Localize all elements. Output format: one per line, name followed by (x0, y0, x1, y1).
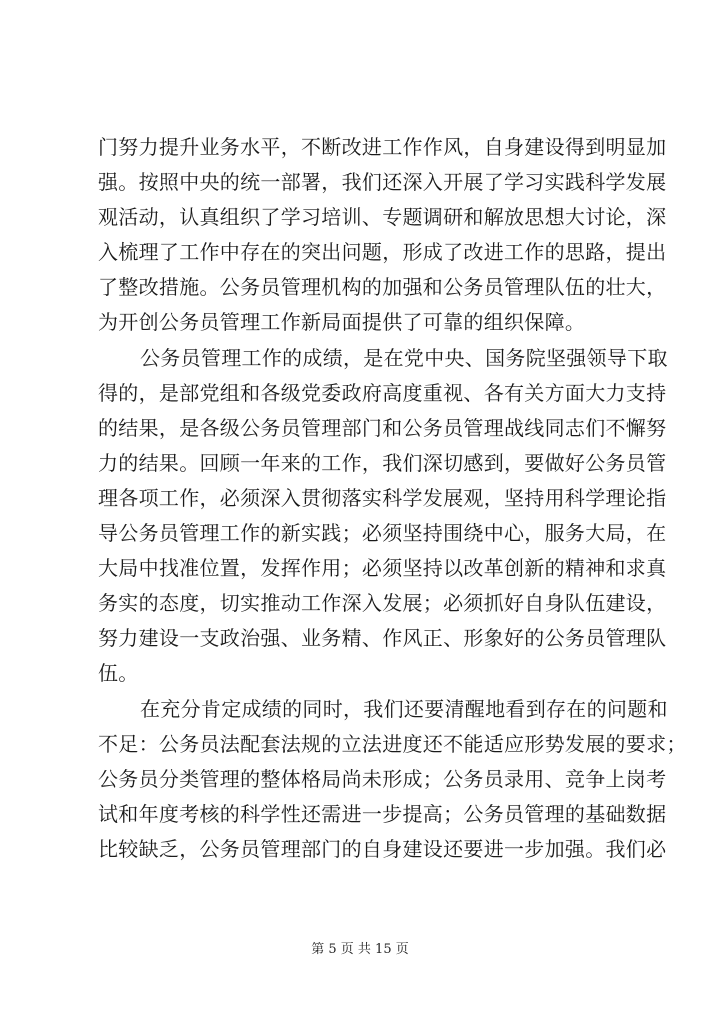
document-body (98, 130, 687, 867)
text-line: 在充分肯定成绩的同时，我们还要清醒地看到存在的问题和 (140, 696, 668, 721)
text-line: 门努力提升业务水平，不断改进工作作风，自身建设得到明显加 (98, 135, 667, 159)
text-line: 理各项工作，必须深入贯彻落实科学发展观，坚持用科学理论指 (98, 485, 667, 510)
text-line: 比较缺乏，公务员管理部门的自身建设还要进一步加强。我们必 (98, 836, 667, 861)
text-line: 的结果，是各级公务员管理部门和公务员管理战线同志们不懈努 (98, 415, 667, 440)
text-line: 为开创公务员管理工作新局面提供了可靠的组织保障。 (98, 310, 586, 335)
text-line: 努力建设一支政治强、业务精、作风正、形象好的公务员管理队 (98, 626, 667, 651)
text-line: 强。按照中央的统一部署，我们还深入开展了学习实践科学发展 (98, 170, 667, 195)
text-line: 得的，是部党组和各级党委政府高度重视、各有关方面大力支持 (98, 380, 667, 405)
page-footer: 第 5 页 共 15 页 (311, 942, 409, 957)
text-line: 不足：公务员法配套法规的立法进度还不能适应形势发展的要求； (98, 731, 687, 756)
text-line: 力的结果。回顾一年来的工作，我们深切感到，要做好公务员管 (98, 450, 667, 475)
text-line: 务实的态度，切实推动工作深入发展；必须抓好自身队伍建设， (98, 591, 667, 616)
text-line: 伍。 (98, 661, 139, 686)
text-line: 观活动，认真组织了学习培训、专题调研和解放思想大讨论，深 (98, 205, 667, 230)
text-line: 了整改措施。公务员管理机构的加强和公务员管理队伍的壮大， (98, 275, 667, 300)
text-line: 公务员分类管理的整体格局尚未形成；公务员录用、竞争上岗考 (98, 766, 667, 791)
text-line: 试和年度考核的科学性还需进一步提高；公务员管理的基础数据 (98, 801, 667, 826)
text-line: 大局中找准位置，发挥作用；必须坚持以改革创新的精神和求真 (98, 556, 667, 581)
text-line: 公务员管理工作的成绩，是在党中央、国务院坚强领导下取 (140, 345, 668, 370)
text-line: 入梳理了工作中存在的突出问题，形成了改进工作的思路，提出 (98, 240, 667, 265)
text-line: 导公务员管理工作的新实践；必须坚持围绕中心，服务大局，在 (98, 521, 667, 546)
